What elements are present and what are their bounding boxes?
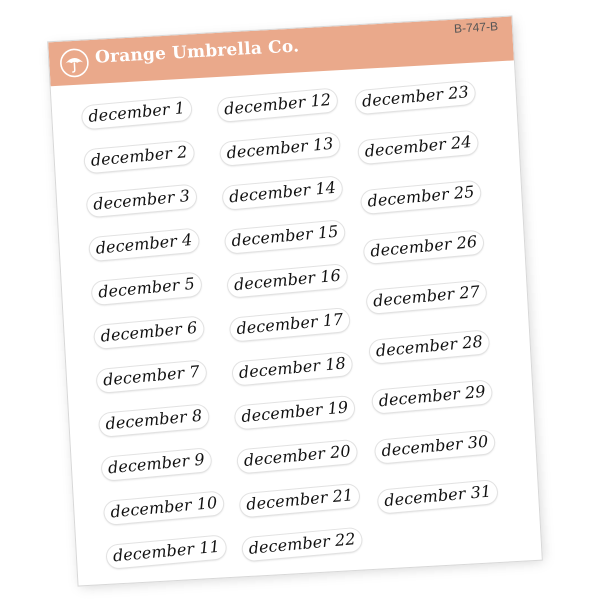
sticker-label: december 22: [242, 528, 363, 562]
sticker-label: december 13: [220, 132, 341, 166]
sticker-label: december 14: [222, 176, 343, 210]
sticker-label: december 15: [225, 220, 346, 254]
sticker-label: december 28: [369, 330, 490, 364]
sticker-label: december 27: [366, 280, 487, 314]
sticker-label: december 9: [101, 448, 212, 481]
sticker-label: december 1: [81, 97, 192, 130]
sticker-label: december 7: [96, 360, 207, 393]
product-code: B-747-B: [453, 19, 499, 36]
sticker-label: december 29: [372, 380, 493, 414]
sticker-label: december 12: [217, 88, 338, 122]
sticker-label: december 10: [104, 491, 225, 525]
sticker-label: december 19: [234, 396, 355, 430]
sticker-label: december 8: [99, 404, 210, 437]
sticker-label: december 23: [355, 81, 476, 115]
sticker-label: december 24: [358, 131, 479, 165]
sticker-label: december 30: [375, 430, 496, 464]
sticker-label: december 25: [361, 180, 482, 214]
sticker-label: december 17: [230, 308, 351, 342]
sticker-label: december 5: [91, 272, 202, 305]
sticker-label: december 4: [89, 228, 200, 261]
sticker-label: december 6: [94, 316, 205, 349]
umbrella-icon: [59, 47, 91, 79]
sticker-label: december 16: [227, 264, 348, 298]
sticker-label: december 26: [363, 230, 484, 264]
sticker-label: december 21: [239, 484, 360, 518]
sticker-label: december 3: [86, 185, 197, 218]
sticker-label: december 2: [84, 141, 195, 174]
sheet-header: [48, 16, 514, 86]
sticker-label: december 31: [377, 480, 498, 514]
sticker-label: december 20: [237, 440, 358, 474]
sticker-sheet: [47, 15, 543, 586]
brand-name: Orange Umbrella Co.: [94, 36, 300, 68]
sticker-label: december 18: [232, 352, 353, 386]
sticker-label: december 11: [106, 535, 227, 569]
